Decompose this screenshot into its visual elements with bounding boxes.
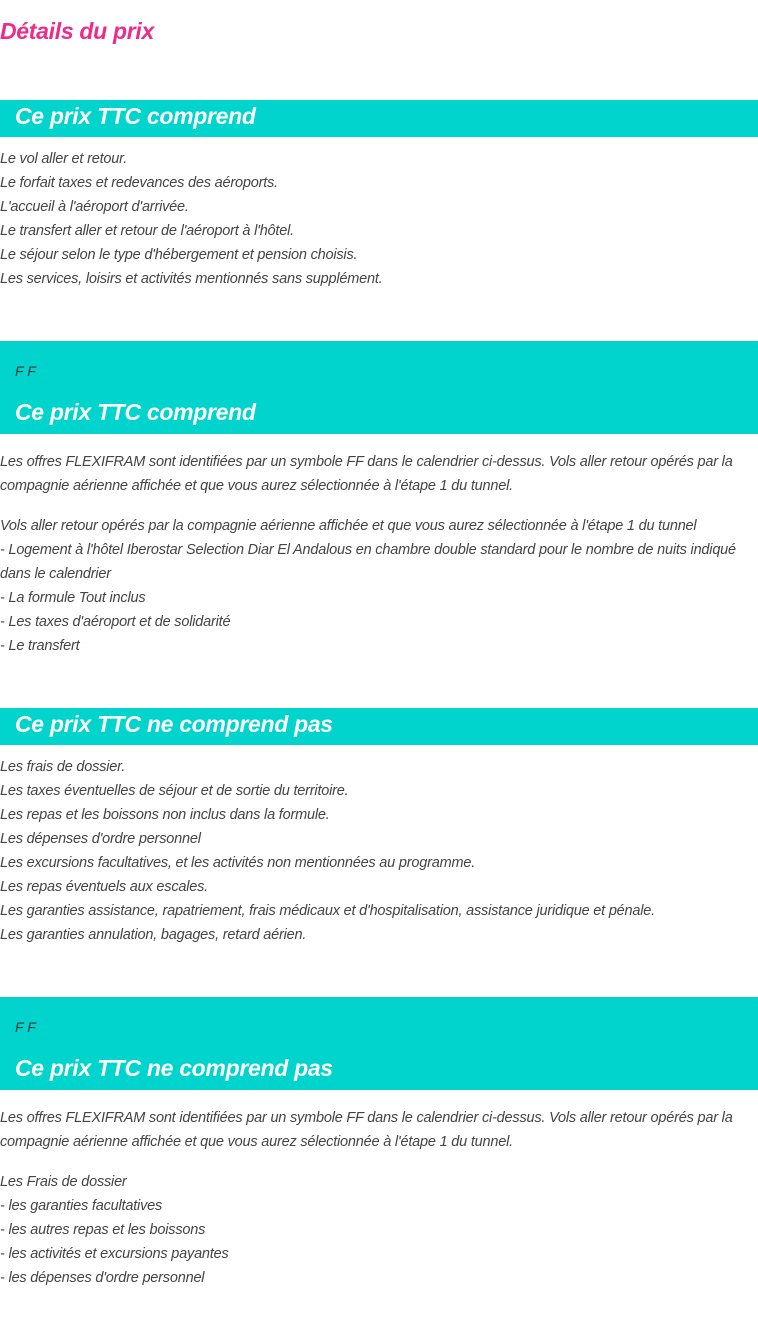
list-item: - les garanties facultatives: [0, 1198, 163, 1214]
ff-tag: F F: [15, 1019, 36, 1035]
flexifram-included-list: [0, 514, 750, 658]
intro-line: compagnie aérienne affichée et que vous aurez sélectionnée à l'étape 1 du tunnel.: [0, 478, 513, 494]
list-item: Les taxes éventuelles de séjour et de sortie du territoire.: [0, 783, 349, 799]
section-header-not-included: [0, 708, 758, 745]
list-item: Le séjour selon le type d'hébergement et pension choisis.: [0, 247, 358, 263]
section-heading: Ce prix TTC comprend: [15, 103, 256, 129]
list-item: Les frais de dossier.: [0, 759, 126, 775]
section-heading: Ce prix TTC ne comprend pas: [15, 711, 333, 737]
list-item: Les excursions facultatives, et les activités non mentionnées au programme.: [0, 855, 476, 871]
list-item: Les dépenses d'ordre personnel: [0, 831, 201, 847]
flexifram-intro: [0, 450, 750, 498]
section-heading: Ce prix TTC ne comprend pas: [15, 1055, 333, 1081]
list-item: Les repas éventuels aux escales.: [0, 879, 209, 895]
list-item: Le transfert aller et retour de l'aéroport à l'hôtel.: [0, 223, 294, 239]
section-header-flexifram-included: [0, 341, 758, 434]
list-item: Le forfait taxes et redevances des aéroports.: [0, 175, 278, 191]
intro-line: compagnie aérienne affichée et que vous aurez sélectionnée à l'étape 1 du tunnel.: [0, 1134, 513, 1150]
list-item: Les garanties annulation, bagages, retard aérien.: [0, 927, 307, 943]
included-list: [0, 147, 750, 291]
list-item: Les services, loisirs et activités mentionnés sans supplément.: [0, 271, 383, 287]
list-item: - Logement à l'hôtel Iberostar Selection Diar El Andalous en chambre double standard pour le nombre de nuits indiqué: [0, 542, 736, 558]
section-header-included: [0, 100, 758, 137]
flexifram-intro: [0, 1106, 750, 1154]
list-item: - Le transfert: [0, 638, 80, 654]
flexifram-not-included-list: [0, 1170, 750, 1290]
intro-line: Les offres FLEXIFRAM sont identifiées par un symbole FF dans le calendrier ci-dessus. Vols aller retour opérés par la: [0, 454, 733, 470]
list-item: - les autres repas et les boissons: [0, 1222, 206, 1238]
not-included-list: [0, 755, 750, 947]
list-item: - La formule Tout inclus: [0, 590, 146, 606]
list-item: - Les taxes d'aéroport et de solidarité: [0, 614, 231, 630]
list-item: - les dépenses d'ordre personnel: [0, 1270, 205, 1286]
section-header-flexifram-not-included: [0, 997, 758, 1090]
list-item: Les repas et les boissons non inclus dans la formule.: [0, 807, 330, 823]
list-item: Les Frais de dossier: [0, 1174, 127, 1190]
page-title: Détails du prix: [0, 18, 154, 44]
list-item: Les garanties assistance, rapatriement, frais médicaux et d'hospitalisation, assistance juridique et pénale.: [0, 903, 655, 919]
intro-line: Les offres FLEXIFRAM sont identifiées par un symbole FF dans le calendrier ci-dessus. Vols aller retour opérés par la: [0, 1110, 733, 1126]
ff-tag: F F: [15, 363, 36, 379]
list-item: dans le calendrier: [0, 566, 111, 582]
list-item: - les activités et excursions payantes: [0, 1246, 229, 1262]
section-heading: Ce prix TTC comprend: [15, 399, 256, 425]
list-item: L'accueil à l'aéroport d'arrivée.: [0, 199, 189, 215]
list-item: Vols aller retour opérés par la compagnie aérienne affichée et que vous aurez sélectionnée à l'étape 1 du tunnel: [0, 518, 697, 534]
list-item: Le vol aller et retour.: [0, 151, 128, 167]
